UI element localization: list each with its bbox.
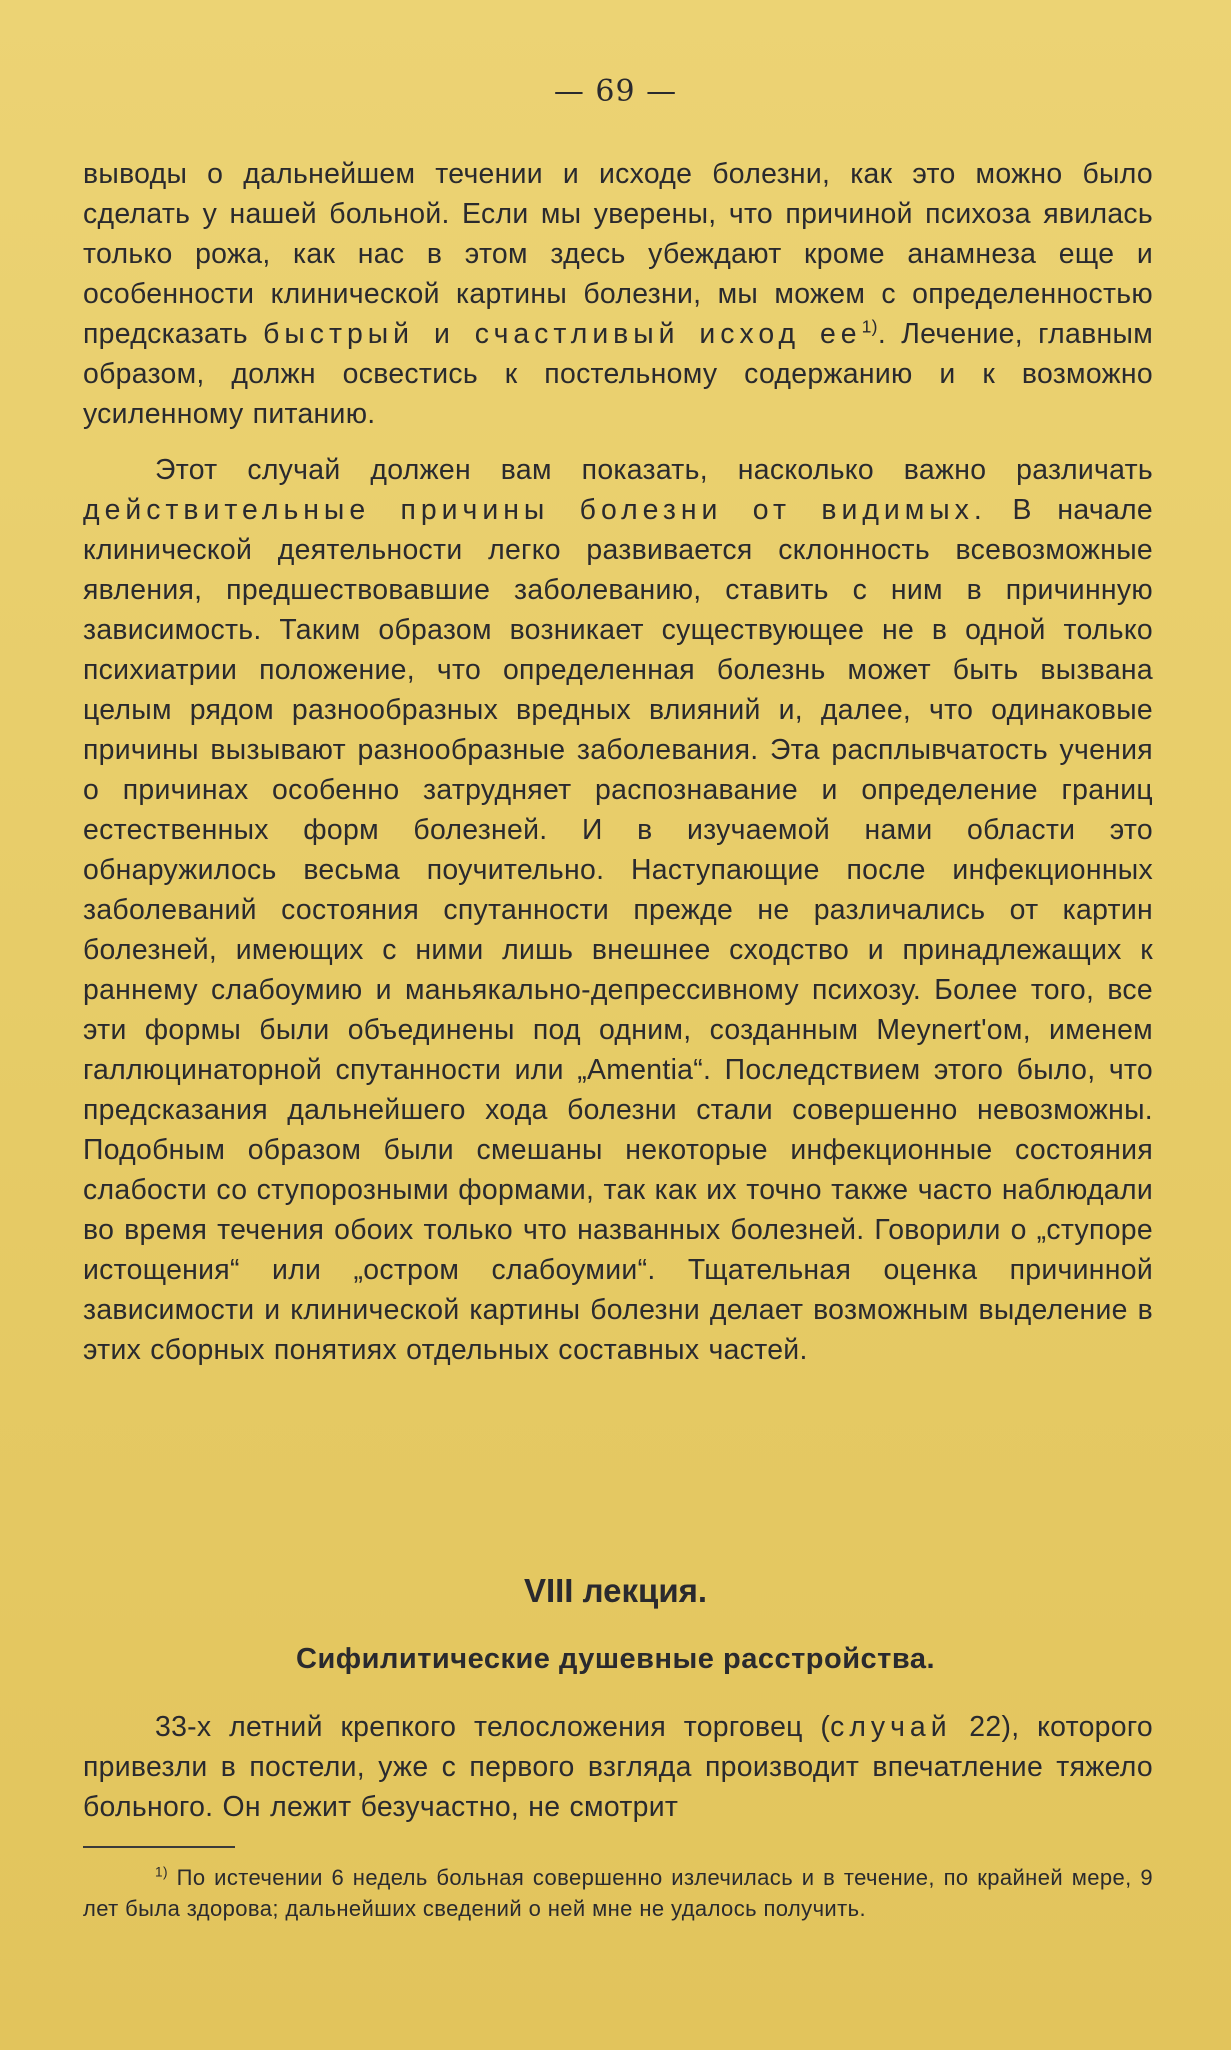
emphasized-text: быстрый и счастливый исход ее bbox=[263, 318, 862, 350]
emphasized-text: действительные причины болезни от видимых. bbox=[83, 494, 987, 526]
paragraph-continuation bbox=[83, 154, 1153, 434]
paragraph-text: . Лечение, главным образом, должн освестись к постельному содержанию и к возможно усиленному питанию. bbox=[83, 318, 1154, 430]
emphasized-text: случай bbox=[830, 1711, 952, 1743]
lecture-heading: VIII лекция. bbox=[523, 1572, 708, 1609]
paragraph-text: выводы о дальнейшем течении и исходе болезни, как это можно было сделать у нашей больной. Если мы уверены, что причиной психоза явилась только рожа, как нас в этом здесь убеждают кроме анамнеза еще и особенности клинической картины болезни, мы можем с определенностью предсказать bbox=[83, 158, 1153, 350]
paragraph-case bbox=[83, 1707, 1153, 1827]
lecture-subheading: Сифилитические душевные расстройства. bbox=[296, 1643, 935, 1675]
footnote-body: По истечении 6 недель больная совершенно излечилась и в течение, по крайней мере, 9 лет была здорова; дальнейших сведений о ней мне не удалось получить. bbox=[83, 1865, 1153, 1921]
paragraph bbox=[83, 154, 1153, 434]
paragraph bbox=[83, 450, 1153, 1370]
paragraph-text: 22), которого привезли в постели, уже с первого взгляда производит впечатление тяжело больного. Он лежит безучастно, не смотрит bbox=[83, 1711, 1153, 1823]
footnote-reference[interactable]: 1) bbox=[861, 316, 878, 337]
paragraph-text: В начале клинической деятельности легко развивается склонность всевозможные явления, предшествовавшие заболеванию, ставить с ним в причинную зависимость. Таким образом возникает существующее не в одной только психиатрии положение, что определенная болезнь может быть вызвана целым рядом разнообразных вредных влияний и, далее, что одинаковые причины вызывают разнообразные заболевания. Эта расплывчатость учения о причинах особенно затрудняет распознавание и определение границ естественных форм болезней. И в изучаемой нами области это обнаружилось весьма поучительно. Наступающие после инфекционных заболеваний состояния спутанности прежде не различались от картин болезней, имеющих с ними лишь внешнее сходство и принадлежащих к раннему слабоумию и маньякально-депрессивному психозу. Более того, все эти формы были объединены под одним, созданным Meynert'ом, именем галлюцинаторной спутанности или „Amentia“. Последствием этого было, что предсказания дальнейшего хода болезни стали совершенно невозможны. Подобным образом были смешаны некоторые инфекционные состояния слабости со ступорозными формами, так как их точно также часто наблюдали во время течения обоих только что названных болезней. Говорили о „ступоре истощения“ или „остром слабоумии“. Тщательная оценка причинной зависимости и клинической картины болезни делает возможным выделение в этих сборных понятиях отдельных составных частей. bbox=[83, 494, 1153, 1366]
paragraph-causes bbox=[83, 450, 1153, 1370]
footnote-divider bbox=[83, 1846, 235, 1848]
footnote-text bbox=[83, 1862, 1153, 1924]
page-number: — 69 — bbox=[553, 74, 678, 109]
footnote bbox=[83, 1862, 1153, 1924]
footnote-mark: 1) bbox=[155, 1864, 168, 1880]
paragraph-text: Этот случай должен вам показать, насколько важно различать bbox=[155, 454, 1153, 486]
paragraph bbox=[83, 1707, 1153, 1827]
paragraph-text: 33-х летний крепкого телосложения торговец ( bbox=[155, 1711, 831, 1743]
